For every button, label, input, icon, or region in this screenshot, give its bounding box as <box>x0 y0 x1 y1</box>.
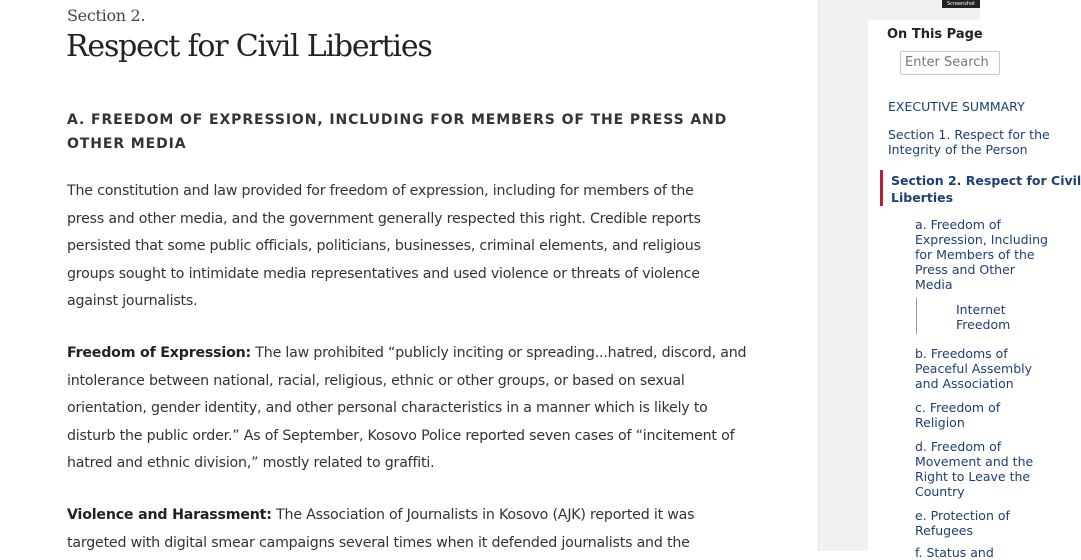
section-kicker: Section 2. <box>67 6 146 25</box>
paragraph-line: hatred and ethnic division,” mostly related to graffiti. <box>67 455 435 472</box>
subsection-heading-line: A. FREEDOM OF EXPRESSION, INCLUDING FOR MEMBERS OF THE PRESS AND <box>67 112 728 128</box>
paragraph-line: against journalists. <box>67 293 198 310</box>
page-title: Respect for Civil Liberties <box>66 29 432 64</box>
paragraph-line: The law prohibited “publicly inciting or spreading...hatred, discord, and <box>251 345 747 361</box>
paragraph-freedom-of-expression <box>67 340 772 478</box>
sidebar-title: On This Page <box>887 27 983 42</box>
toc-label: a. Freedom of <box>915 217 1001 232</box>
toc-label: d. Freedom of <box>915 439 1002 454</box>
toc-2b-assembly-association[interactable] <box>915 346 1032 391</box>
paragraph-lead: Violence and Harassment: <box>67 507 272 523</box>
active-indicator <box>880 170 883 206</box>
toc-label: Expression, Including <box>915 232 1048 247</box>
subsection-guide-line <box>916 298 917 334</box>
table-of-contents <box>819 0 1081 560</box>
toc-executive-summary[interactable]: EXECUTIVE SUMMARY <box>888 99 1025 114</box>
paragraph-line: intolerance between national, racial, religious, ethnic or other groups, or based on sexual <box>67 372 685 389</box>
paragraph-line: groups sought to intimidate media representatives and used violence or threats of violence <box>67 265 700 282</box>
toc-label: Internet <box>956 302 1006 317</box>
toc-2d-movement[interactable] <box>915 439 1033 499</box>
subsection-heading <box>67 108 757 156</box>
toc-label: Media <box>915 277 953 292</box>
toc-2a-freedom-of-expression[interactable] <box>915 217 1048 292</box>
toc-label: Right to Leave the <box>915 469 1031 484</box>
toc-2f-status[interactable]: f. Status and <box>915 545 994 560</box>
toc-label: Integrity of the Person <box>888 142 1028 157</box>
paragraph-line: targeted with digital smear campaigns several times when it defended journalists and the <box>67 534 690 551</box>
toc-label: Section 1. Respect for the <box>888 127 1050 142</box>
toc-2e-refugees[interactable] <box>915 508 1010 538</box>
paragraph-line: disturb the public order.” As of September, Kosovo Police reported seven cases of “incitement of <box>67 427 735 444</box>
paragraph-lead: Freedom of Expression: <box>67 345 251 361</box>
paragraph-line: The constitution and law provided for freedom of expression, including for members of the <box>67 183 694 199</box>
toc-label: Freedom <box>956 317 1011 332</box>
sidebar <box>818 0 1081 560</box>
toc-label: c. Freedom of <box>915 400 1001 415</box>
toc-label: Movement and the <box>915 454 1034 469</box>
subsection-heading-line: OTHER MEDIA <box>67 136 187 152</box>
toc-label: Section 2. Respect for Civil <box>891 173 1081 188</box>
paragraph-line: The Association of Journalists in Kosovo (AJK) reported it was <box>271 507 695 523</box>
toc-section-2[interactable] <box>891 172 1081 206</box>
toc-label: Liberties <box>891 190 954 205</box>
paragraph-line: persisted that some public officials, politicians, businesses, criminal elements, and religious <box>67 238 701 255</box>
paragraph-violence-harassment <box>67 502 772 557</box>
toc-label: Country <box>915 484 965 499</box>
search-input[interactable]: Enter Search <box>900 51 1000 75</box>
toc-2c-religion[interactable] <box>915 400 1000 430</box>
toc-label: for Members of the <box>915 247 1035 262</box>
toc-label: e. Protection of <box>915 508 1010 523</box>
toc-label: Peaceful Assembly <box>915 361 1033 376</box>
toc-section-1[interactable] <box>888 127 1050 157</box>
toc-label: and Association <box>915 376 1014 391</box>
screenshot-tag: Screenshot <box>942 0 980 8</box>
toc-label: Refugees <box>915 523 973 538</box>
paragraph-line: press and other media, and the government generally respected this right. Credible reports <box>67 210 701 227</box>
toc-label: Press and Other <box>915 262 1015 277</box>
toc-label: b. Freedoms of <box>915 346 1008 361</box>
toc-label: Religion <box>915 415 965 430</box>
paragraph-line: orientation, gender identity, and other personal characteristics in a manner which is likely to <box>67 400 708 417</box>
toc-internet-freedom[interactable] <box>956 302 1010 332</box>
paragraph-intro <box>67 178 772 316</box>
